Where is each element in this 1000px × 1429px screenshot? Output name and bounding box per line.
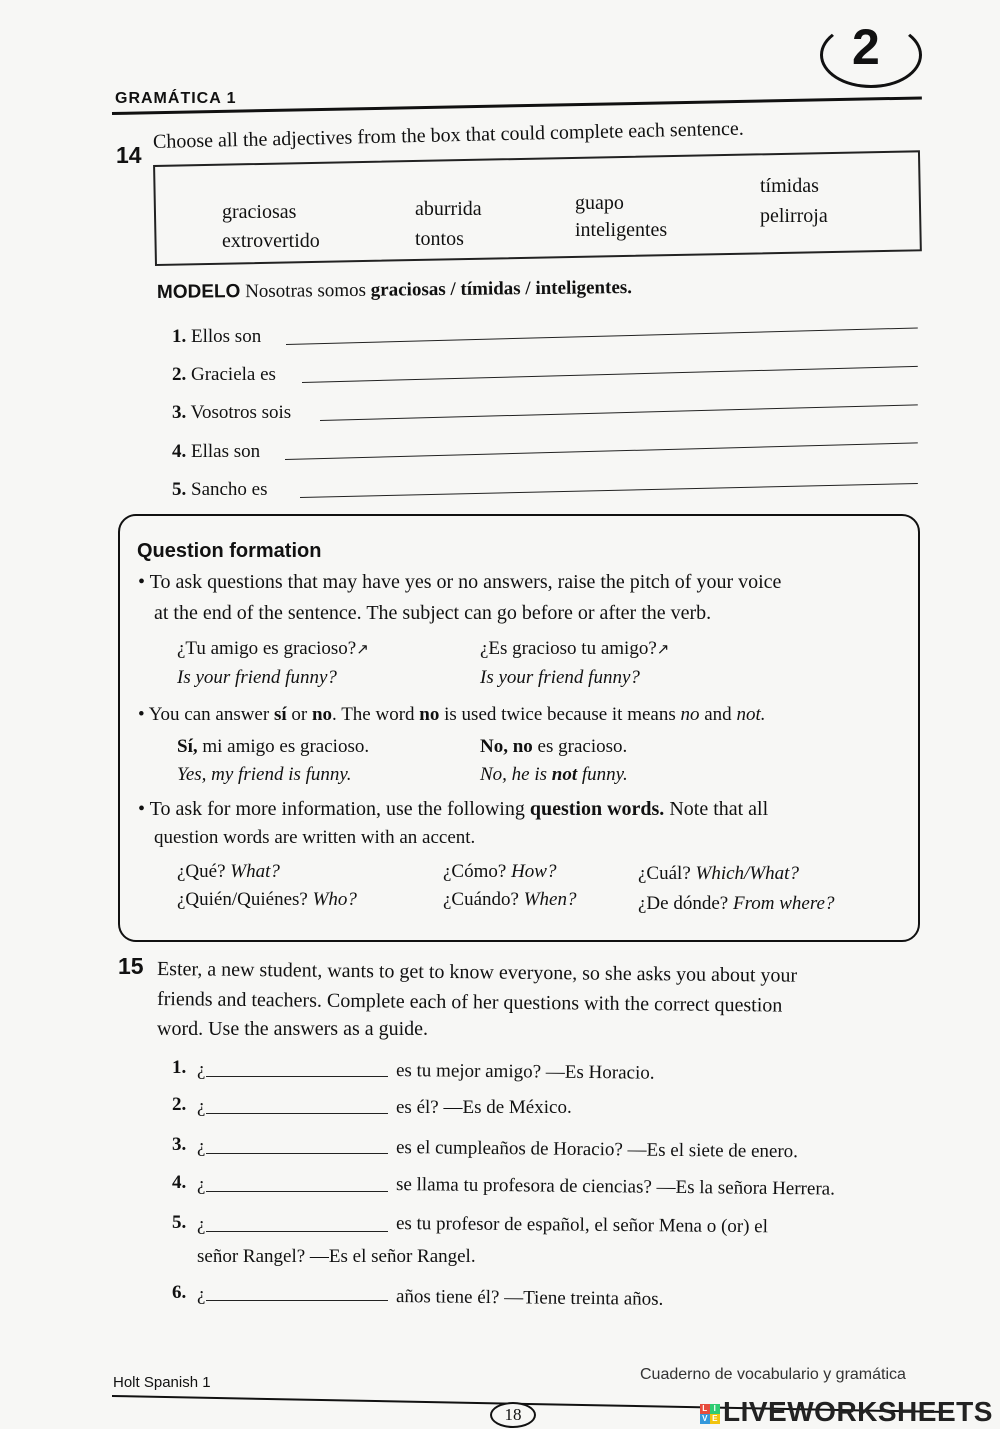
example-2a [177, 736, 369, 758]
chapter-number: 2 [852, 19, 880, 75]
footer-workbook-title: Cuaderno de vocabulario y gramática [640, 1366, 906, 1383]
t: no [419, 704, 440, 725]
word-extrovertido: extrovertido [222, 230, 320, 252]
item-text: es él? —Es de México. [396, 1097, 572, 1118]
item-number: 2. [172, 364, 187, 385]
t: ¿Cómo? [443, 861, 507, 882]
answer-blank-3[interactable] [206, 1153, 388, 1154]
example-1b [480, 638, 669, 660]
modelo-answer: graciosas / tímidas / inteligentes. [370, 277, 633, 301]
t: or [286, 704, 312, 725]
example-2b [480, 736, 627, 758]
instruction-line-1: Ester, a new student, wants to get to know everyone, so she asks you about your [156, 958, 798, 987]
word-tontos: tontos [415, 228, 464, 250]
answer-blank-4[interactable] [285, 442, 918, 460]
item-text: años tiene él? —Tiene treinta años. [395, 1286, 664, 1310]
item-number: 4. [172, 441, 187, 462]
inverted-question-mark: ¿ [197, 1136, 206, 1157]
word-aburrida: aburrida [415, 198, 482, 220]
bullet-3: • To ask for more information, use the following question words. Note that all [138, 798, 769, 820]
item-text: Vosotros sois [190, 402, 292, 423]
item-text: Ellas son [191, 441, 261, 462]
answer-blank-2[interactable] [302, 366, 918, 383]
t: ¿Cuál? [638, 863, 691, 884]
qword-quien [177, 889, 357, 911]
t: ¿Cuándo? [443, 889, 519, 910]
t: No, he is [480, 764, 552, 785]
word-inteligentes: inteligentes [575, 219, 668, 241]
bullet-1: • To ask questions that may have yes or no answers, raise the pitch of your voice [138, 571, 782, 593]
word-pelirroja: pelirroja [760, 205, 828, 227]
item-text: es tu mejor amigo? —Es Horacio. [395, 1060, 655, 1084]
t: not [551, 764, 578, 785]
bullet-2: • You can answer sí or no. The word no is used twice because it means no and not. [138, 704, 766, 725]
exercise-number: 15 [118, 953, 144, 979]
answer-blank-1[interactable] [206, 1076, 388, 1077]
qword-de-donde [638, 893, 834, 915]
item-5 [172, 479, 268, 501]
answer-blank-5[interactable] [206, 1231, 388, 1232]
word-timidas: tímidas [760, 175, 819, 197]
item-text: es el cumpleaños de Horacio? —Es el siete de enero. [395, 1137, 799, 1163]
liveworksheets-watermark [700, 1396, 993, 1428]
example-text: ¿Es gracioso tu amigo? [480, 638, 657, 659]
inverted-question-mark: ¿ [197, 1214, 206, 1235]
item-4 [172, 441, 260, 463]
t: es gracioso. [532, 736, 628, 757]
answer-blank-3[interactable] [320, 404, 918, 421]
inverted-question-mark: ¿ [197, 1059, 206, 1080]
t: ¿De dónde? [638, 893, 729, 914]
answer-blank-1[interactable] [286, 327, 918, 345]
t: Sí, [177, 736, 198, 757]
t: . The word [332, 704, 420, 725]
modelo-text: Nosotras somos [245, 279, 367, 303]
t: Which/What? [695, 863, 799, 884]
item-text: Ellos son [191, 326, 262, 347]
t: You can answer [148, 704, 274, 725]
item-text: se llama tu profesora de ciencias? —Es la señora Herrera. [395, 1174, 835, 1200]
qword-que [177, 861, 280, 883]
watermark-text: LIVEWORKSHEETS [723, 1396, 993, 1427]
t: and [699, 704, 737, 725]
answer-blank-5[interactable] [300, 483, 918, 498]
t: sí [273, 704, 287, 725]
t: ¿Qué? [177, 861, 226, 882]
footer-book-title: Holt Spanish 1 [113, 1374, 211, 1391]
t: funny. [577, 764, 628, 785]
item-number: 5. [172, 1212, 187, 1233]
exercise-number: 14 [116, 142, 142, 168]
item-number: 5. [172, 479, 187, 500]
item-number: 6. [172, 1282, 187, 1303]
item-text-cont: señor Rangel? —Es el señor Rangel. [197, 1246, 476, 1267]
t: How? [511, 861, 557, 882]
example-1a-en: Is your friend funny? [177, 667, 337, 688]
item-text: es tu profesor de español, el señor Mena o (or) el [395, 1213, 769, 1238]
section-title: GRAMÁTICA 1 [115, 90, 237, 107]
t: is used twice because it means [439, 704, 681, 725]
qword-cual [638, 863, 799, 885]
item-text: Graciela es [191, 364, 276, 385]
word-guapo: guapo [575, 192, 624, 214]
t: not. [736, 704, 766, 725]
item-3 [172, 402, 291, 424]
item-number: 3. [172, 1134, 187, 1155]
grammar-box-title: Question formation [137, 540, 322, 562]
answer-blank-4[interactable] [206, 1191, 388, 1192]
word-graciosas: graciosas [222, 201, 297, 223]
t: To ask for more information, use the following [149, 798, 530, 820]
example-1a [177, 638, 369, 660]
item-number: 1. [172, 326, 187, 347]
t: mi amigo es gracioso. [197, 736, 370, 757]
liveworksheets-logo-icon: L I V E [700, 1404, 720, 1424]
t: ¿Quién/Quiénes? [177, 889, 308, 910]
t: No, no [480, 736, 533, 757]
modelo [157, 277, 632, 304]
t: question words. [529, 798, 665, 820]
bullet-text: To ask questions that may have yes or no answers, raise the pitch of your voice [149, 571, 782, 593]
example-2a-en: Yes, my friend is funny. [177, 764, 352, 785]
t: no [311, 704, 333, 725]
t: What? [230, 861, 280, 882]
inverted-question-mark: ¿ [197, 1096, 206, 1117]
inverted-question-mark: ¿ [197, 1174, 206, 1195]
t: Who? [312, 889, 357, 910]
answer-blank-6[interactable] [206, 1300, 388, 1301]
item-number: 3. [172, 402, 187, 423]
bullet-1-line2: at the end of the sentence. The subject can go before or after the verb. [154, 602, 712, 624]
inverted-question-mark: ¿ [197, 1284, 206, 1305]
instruction-line-3: word. Use the answers as a guide. [157, 1018, 429, 1040]
t: no [680, 704, 700, 725]
exercise-instruction: Choose all the adjectives from the box that could complete each sentence. [152, 117, 744, 153]
item-number: 1. [172, 1057, 187, 1078]
qword-cuando [443, 889, 577, 911]
item-text: Sancho es [191, 479, 268, 500]
rising-arrow-icon: ↗ [656, 642, 670, 658]
item-1 [172, 326, 261, 348]
t: When? [523, 889, 577, 910]
page-number: 18 [490, 1402, 536, 1428]
qword-como [443, 861, 556, 883]
instruction-line-2: friends and teachers. Complete each of her questions with the correct question [156, 988, 783, 1017]
answer-blank-2[interactable] [206, 1113, 388, 1114]
example-text: ¿Tu amigo es gracioso? [177, 638, 357, 659]
t: From where? [732, 893, 835, 914]
rising-arrow-icon: ↗ [356, 642, 369, 658]
example-1b-en: Is your friend funny? [480, 667, 640, 688]
item-number: 4. [172, 1172, 187, 1193]
t: Note that all [664, 798, 769, 820]
item-2 [172, 364, 276, 386]
bullet-3-line2: question words are written with an accent. [154, 827, 476, 848]
modelo-label: MODELO [156, 281, 241, 303]
item-number: 2. [172, 1094, 187, 1115]
example-2b-en [480, 764, 628, 786]
